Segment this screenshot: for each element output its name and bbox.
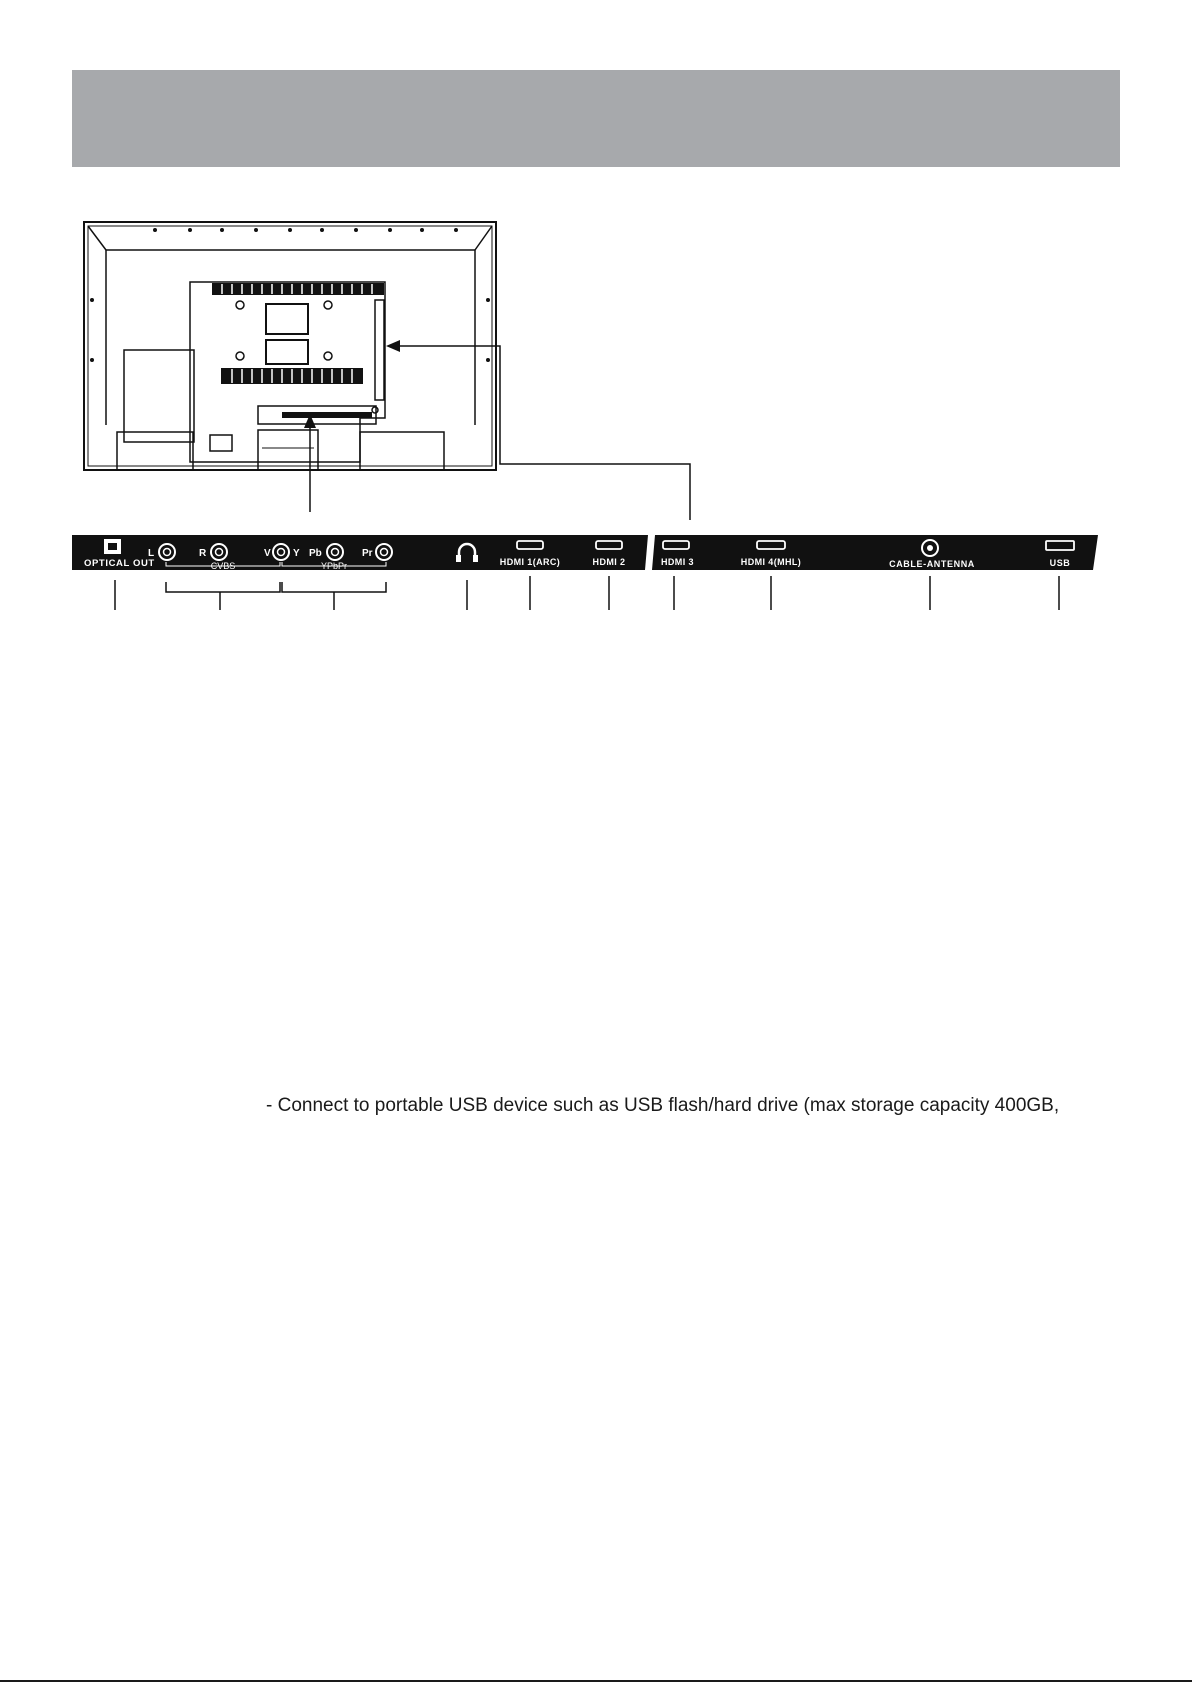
- leader-lines: [115, 576, 1059, 610]
- label-hdmi1: HDMI 1(ARC): [499, 557, 561, 567]
- callout-lines: [310, 346, 690, 520]
- connections-diagram: [0, 0, 1192, 640]
- arrow-head-side: [386, 340, 400, 352]
- label-audio-r: R: [199, 548, 207, 559]
- label-comp-pr: Pr: [362, 548, 373, 559]
- label-ypbpr: YPbPr: [320, 561, 348, 571]
- connector-panel-left: [72, 535, 648, 571]
- label-comp-y: Y: [293, 548, 300, 559]
- bottom-rule: [0, 1680, 1192, 1682]
- label-audio-l: L: [148, 548, 155, 559]
- label-video-v: V: [264, 548, 271, 559]
- label-hdmi2: HDMI 2: [592, 557, 626, 567]
- label-cable-antenna: CABLE-ANTENNA: [889, 559, 975, 569]
- label-optical-out: OPTICAL OUT: [84, 558, 155, 569]
- label-comp-pb: Pb: [309, 548, 322, 559]
- label-cvbs: CVBS: [210, 561, 236, 571]
- connector-panel-right: [652, 535, 1098, 570]
- label-hdmi4: HDMI 4(MHL): [740, 557, 802, 567]
- usb-note-text: - Connect to portable USB device such as USB flash/hard drive (max storage capacity 400GB,: [266, 1095, 1060, 1116]
- label-usb: USB: [1049, 558, 1071, 568]
- label-hdmi3: HDMI 3: [661, 557, 694, 567]
